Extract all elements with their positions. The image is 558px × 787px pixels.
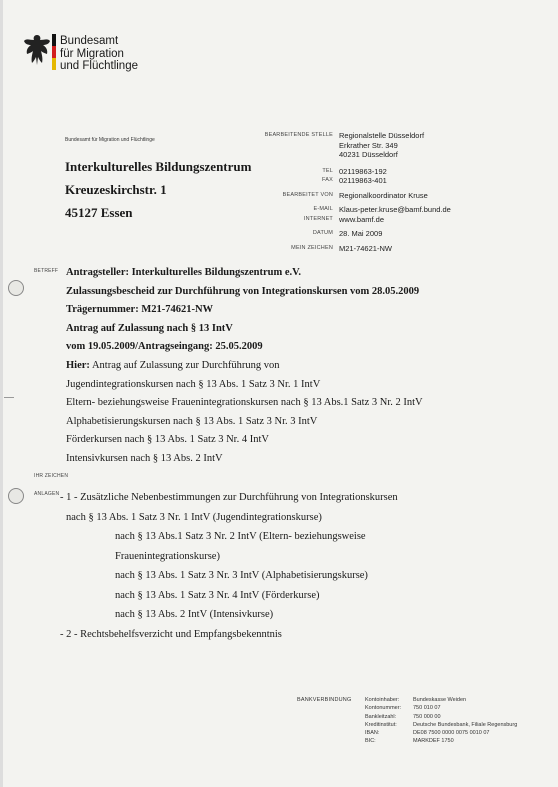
flag-bar [52, 34, 56, 70]
date-value: 28. Mai 2009 [339, 229, 383, 238]
bank-details [297, 696, 517, 746]
bank-row [297, 696, 517, 704]
bank-row [297, 704, 517, 712]
punch-hole [8, 488, 24, 504]
enclosures-block [60, 488, 530, 644]
handler-value: Regionalkoordinator Kruse [339, 190, 428, 200]
org-name-line: und Flüchtlinge [60, 60, 138, 72]
meta-row [238, 131, 538, 160]
scan-edge [0, 0, 3, 787]
subject-line: Alphabetisierungskursen nach § 13 Abs. 1 Satz 3 Nr. 3 IntV [66, 415, 318, 427]
subject-line: Förderkursen nach § 13 Abs. 1 Satz 3 Nr. 4 IntV [66, 434, 269, 446]
org-name-line: für Migration [60, 47, 124, 60]
hier-text: Antrag auf Zulassung zur Durchführung von [89, 359, 280, 371]
enclosure-line: - 2 - Rechtsbehelfsverzicht und Empfangsbekenntnis [60, 628, 282, 640]
subject-line: Jugendintegrationskursen nach § 13 Abs. 1 Satz 3 Nr. 1 IntV [66, 378, 321, 390]
subject-line: Intensivkursen nach § 13 Abs. 2 IntV [66, 452, 223, 464]
bank-row [297, 729, 517, 737]
meta-row [238, 244, 538, 254]
bank-row [297, 737, 517, 745]
office-street: Erkrather Str. 349 [339, 140, 398, 150]
recipient-line: 45127 Essen [65, 205, 133, 220]
bank-label: IBAN: [365, 730, 380, 737]
meta-row [238, 176, 538, 186]
org-name [60, 35, 138, 73]
meta-value [339, 131, 538, 160]
ihr-zeichen-label: IHR ZEICHEN [34, 473, 69, 479]
bank-label: Kontoinhaber: [365, 697, 400, 703]
subject-block [66, 264, 536, 469]
enclosure-line: nach § 13 Abs. 1 Satz 3 Nr. 1 IntV (Jugendintegrationskurse) [66, 511, 322, 523]
subject-line [66, 357, 536, 376]
meta-label: BEARBEITET VON [282, 191, 333, 198]
bank-row [297, 721, 517, 729]
hier-label: Hier: [66, 359, 90, 371]
enclosure-line: Frauenintegrationskurse) [115, 550, 220, 562]
bank-value: Bundeskasse Weiden [413, 697, 467, 703]
bank-value: MARKDEF 1750 [413, 738, 454, 745]
bank-title: BANKVERBINDUNG [297, 697, 352, 703]
org-name-line: Bundesamt [60, 35, 119, 47]
recipient-line: Interkulturelles Bildungszentrum [65, 159, 252, 174]
meta-row [238, 205, 538, 215]
fold-mark [4, 397, 14, 398]
meta-label: E-MAIL [313, 206, 333, 212]
website-value: www.bamf.de [339, 214, 385, 224]
email-value: Klaus-peter.kruse@bamf.bund.de [339, 205, 451, 214]
meta-label: BEARBEITENDE STELLE [264, 132, 333, 138]
office-name: Regionalstelle Düsseldorf [339, 131, 425, 140]
enclosure-line: - 1 - Zusätzliche Nebenbestimmungen zur Durchführung von Integrationskursen [60, 492, 398, 503]
enclosure-line: nach § 13 Abs.1 Satz 3 Nr. 2 IntV (Eltern- beziehungsweise [115, 531, 366, 542]
subject-line: vom 19.05.2009/Antragseingang: 25.05.2009 [66, 341, 263, 353]
bank-value: 750 000 00 [413, 713, 441, 720]
reference-value: M21-74621-NW [339, 243, 392, 253]
meta-row [238, 167, 538, 177]
meta-label: FAX [322, 177, 333, 183]
subject-line: Eltern- beziehungsweise Frauenintegrationskursen nach § 13 Abs.1 Satz 3 Nr. 2 IntV [66, 397, 423, 409]
bank-row [297, 713, 517, 721]
recipient-line: Kreuzeskirchstr. 1 [65, 182, 167, 197]
office-city: 40231 Düsseldorf [339, 150, 398, 159]
subject-line: Antragsteller: Interkulturelles Bildungszentrum e.V. [66, 267, 301, 278]
bank-label: Kreditinstitut: [365, 721, 397, 728]
phone-value: 02119863-192 [339, 166, 387, 176]
federal-eagle-icon [22, 32, 52, 68]
anlagen-label: ANLAGEN [34, 491, 60, 497]
meta-label: TEL [322, 167, 333, 174]
bank-label: Kontonummer: [365, 705, 402, 712]
bank-label: BIC: [365, 738, 376, 745]
fax-value: 02119863-401 [339, 176, 387, 185]
subject-line: Zulassungsbescheid zur Durchführung von Integrationskursen vom 28.05.2009 [66, 285, 420, 297]
punch-hole [8, 280, 24, 296]
meta-label: MEIN ZEICHEN [291, 244, 333, 251]
recipient-address [65, 155, 251, 224]
meta-row [238, 191, 538, 201]
enclosure-line: nach § 13 Abs. 1 Satz 3 Nr. 4 IntV (Förderkurse) [115, 589, 320, 601]
sender-line: Bundesamt für Migration und Flüchtlinge [65, 137, 155, 143]
bank-value: DE08 7500 0000 0075 0010 07 [413, 730, 490, 737]
meta-label: INTERNET [303, 215, 333, 222]
betreff-label: BETREFF [34, 268, 59, 274]
subject-line: Antrag auf Zulassung nach § 13 IntV [66, 322, 233, 334]
meta-block [238, 131, 538, 253]
bank-label: Bankleitzahl: [365, 713, 397, 720]
bank-value: Deutsche Bundesbank, Filiale Regensburg [413, 721, 518, 728]
enclosure-line: nach § 13 Abs. 1 Satz 3 Nr. 3 IntV (Alphabetisierungskurse) [115, 570, 368, 581]
meta-label: DATUM [312, 230, 333, 236]
enclosure-line: nach § 13 Abs. 2 IntV (Intensivkurse) [115, 609, 274, 620]
bank-value: 750 010 07 [413, 705, 441, 712]
subject-line: Trägernummer: M21-74621-NW [66, 304, 214, 316]
meta-row [238, 215, 538, 225]
meta-row [238, 229, 538, 239]
